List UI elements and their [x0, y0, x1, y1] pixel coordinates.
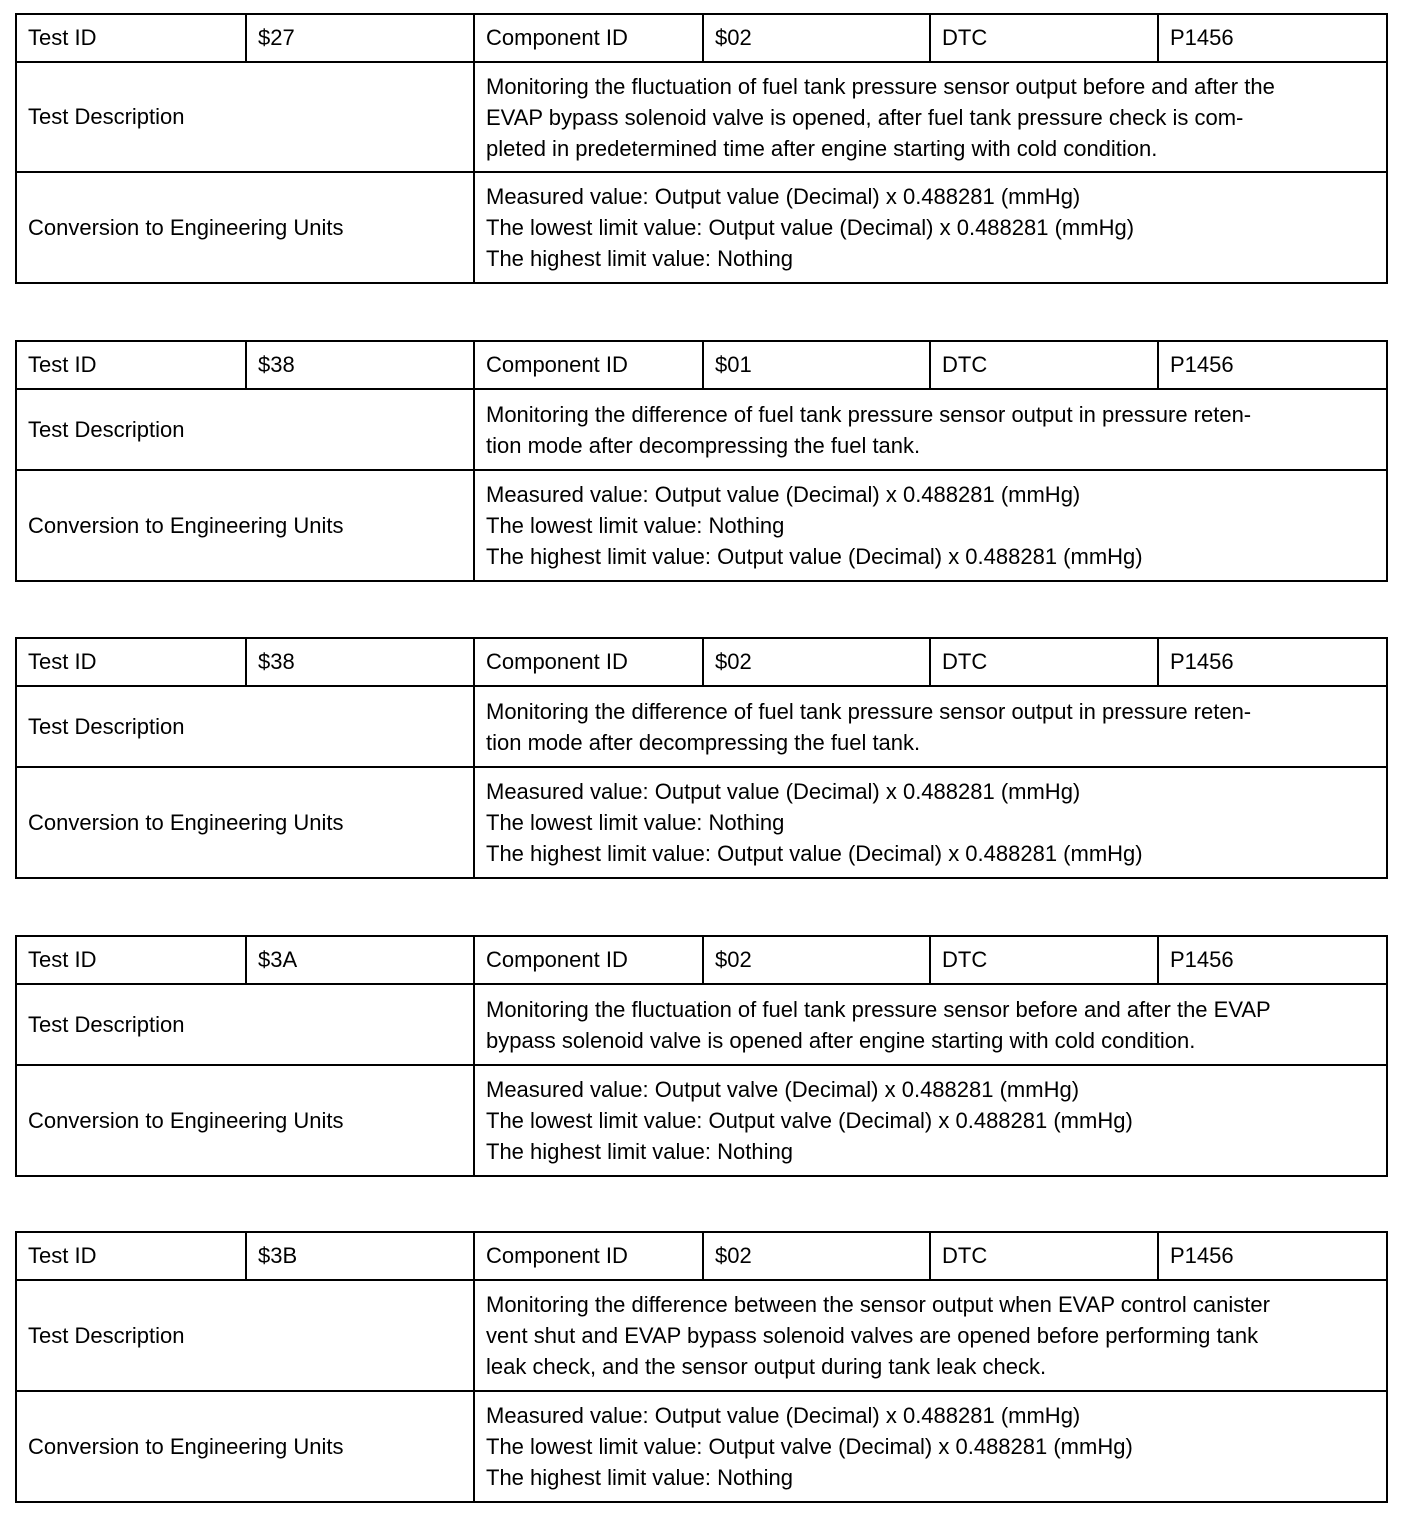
test-table — [15, 935, 1388, 1177]
test-description-text — [474, 1280, 1387, 1391]
component-id-label: Component ID — [474, 936, 703, 984]
test-description-text — [474, 984, 1387, 1065]
dtc-value: P1456 — [1158, 936, 1387, 984]
test-description-text-line: Monitoring the difference of fuel tank pressure sensor output in pressure reten- — [486, 401, 1252, 427]
test-description-text-line: Monitoring the fluctuation of fuel tank pressure sensor before and after the EVAP — [486, 996, 1271, 1022]
test-id-value: $3B — [246, 1232, 474, 1280]
conversion-text-line: Measured value: Output value (Decimal) x 0.488281 (mmHg) — [486, 482, 1081, 507]
conversion-text-line: The lowest limit value: Output value (Decimal) x 0.488281 (mmHg) — [486, 215, 1135, 240]
conversion-text-line: The highest limit value: Output value (Decimal) x 0.488281 (mmHg) — [486, 841, 1143, 866]
dtc-label: DTC — [930, 936, 1158, 984]
test-description-text-line: Monitoring the fluctuation of fuel tank pressure sensor output before and after the — [486, 73, 1275, 99]
test-id-label: Test ID — [16, 341, 246, 389]
test-description-text-line: vent shut and EVAP bypass solenoid valves are opened before performing tank — [486, 1323, 1259, 1348]
conversion-label: Conversion to Engineering Units — [16, 767, 474, 878]
component-id-value: $02 — [703, 936, 930, 984]
component-id-value: $02 — [703, 14, 930, 62]
test-id-label: Test ID — [16, 638, 246, 686]
component-id-label: Component ID — [474, 341, 703, 389]
test-description-label: Test Description — [16, 1280, 474, 1391]
dtc-label: DTC — [930, 1232, 1158, 1280]
test-id-label: Test ID — [16, 14, 246, 62]
conversion-text-line: The highest limit value: Nothing — [486, 246, 793, 271]
test-description-text-line: pleted in predetermined time after engine starting with cold condition. — [486, 135, 1158, 161]
test-id-value: $38 — [246, 341, 474, 389]
test-table — [15, 340, 1388, 582]
conversion-text-line: The lowest limit value: Nothing — [486, 513, 785, 538]
conversion-text-line: Measured value: Output value (Decimal) x 0.488281 (mmHg) — [486, 1403, 1081, 1428]
component-id-label: Component ID — [474, 1232, 703, 1280]
dtc-label: DTC — [930, 638, 1158, 686]
test-table — [15, 637, 1388, 879]
test-description-text-line: Monitoring the difference of fuel tank pressure sensor output in pressure reten- — [486, 698, 1252, 724]
test-description-text-line: leak check, and the sensor output during tank leak check. — [486, 1354, 1047, 1379]
conversion-text-line: Measured value: Output valve (Decimal) x 0.488281 (mmHg) — [486, 1077, 1080, 1102]
test-description-text-line: tion mode after decompressing the fuel tank. — [486, 729, 921, 755]
conversion-text-line: The lowest limit value: Output valve (Decimal) x 0.488281 (mmHg) — [486, 1108, 1133, 1133]
dtc-value: P1456 — [1158, 341, 1387, 389]
conversion-label: Conversion to Engineering Units — [16, 172, 474, 283]
test-description-label: Test Description — [16, 389, 474, 470]
test-description-text-line: tion mode after decompressing the fuel tank. — [486, 432, 921, 458]
conversion-text — [474, 1065, 1387, 1176]
test-id-label: Test ID — [16, 1232, 246, 1280]
conversion-text-line: The highest limit value: Nothing — [486, 1139, 793, 1164]
conversion-text-line: The lowest limit value: Output valve (Decimal) x 0.488281 (mmHg) — [486, 1434, 1133, 1459]
test-id-value: $27 — [246, 14, 474, 62]
test-table — [15, 13, 1388, 284]
dtc-value: P1456 — [1158, 638, 1387, 686]
conversion-text — [474, 1391, 1387, 1502]
test-id-label: Test ID — [16, 936, 246, 984]
conversion-text-line: The lowest limit value: Nothing — [486, 810, 785, 835]
conversion-text-line: Measured value: Output value (Decimal) x 0.488281 (mmHg) — [486, 184, 1081, 209]
test-description-text — [474, 389, 1387, 470]
component-id-value: $01 — [703, 341, 930, 389]
test-id-value: $3A — [246, 936, 474, 984]
component-id-label: Component ID — [474, 14, 703, 62]
dtc-label: DTC — [930, 14, 1158, 62]
test-table — [15, 1231, 1388, 1503]
test-description-label: Test Description — [16, 984, 474, 1065]
conversion-text — [474, 767, 1387, 878]
conversion-label: Conversion to Engineering Units — [16, 1391, 474, 1502]
dtc-value: P1456 — [1158, 1232, 1387, 1280]
dtc-value: P1456 — [1158, 14, 1387, 62]
conversion-text-line: The highest limit value: Output value (Decimal) x 0.488281 (mmHg) — [486, 544, 1143, 569]
conversion-text-line: The highest limit value: Nothing — [486, 1465, 793, 1490]
test-description-text-line: Monitoring the difference between the sensor output when EVAP control canister — [486, 1292, 1270, 1317]
test-description-label: Test Description — [16, 686, 474, 767]
test-description-text-line: EVAP bypass solenoid valve is opened, after fuel tank pressure check is com- — [486, 104, 1244, 130]
component-id-value: $02 — [703, 1232, 930, 1280]
conversion-text-line: Measured value: Output value (Decimal) x 0.488281 (mmHg) — [486, 779, 1081, 804]
conversion-label: Conversion to Engineering Units — [16, 470, 474, 581]
conversion-text — [474, 470, 1387, 581]
component-id-label: Component ID — [474, 638, 703, 686]
test-description-text — [474, 62, 1387, 172]
test-description-text — [474, 686, 1387, 767]
conversion-label: Conversion to Engineering Units — [16, 1065, 474, 1176]
component-id-value: $02 — [703, 638, 930, 686]
test-description-label: Test Description — [16, 62, 474, 172]
test-id-value: $38 — [246, 638, 474, 686]
conversion-text — [474, 172, 1387, 283]
dtc-label: DTC — [930, 341, 1158, 389]
test-description-text-line: bypass solenoid valve is opened after engine starting with cold condition. — [486, 1027, 1196, 1053]
